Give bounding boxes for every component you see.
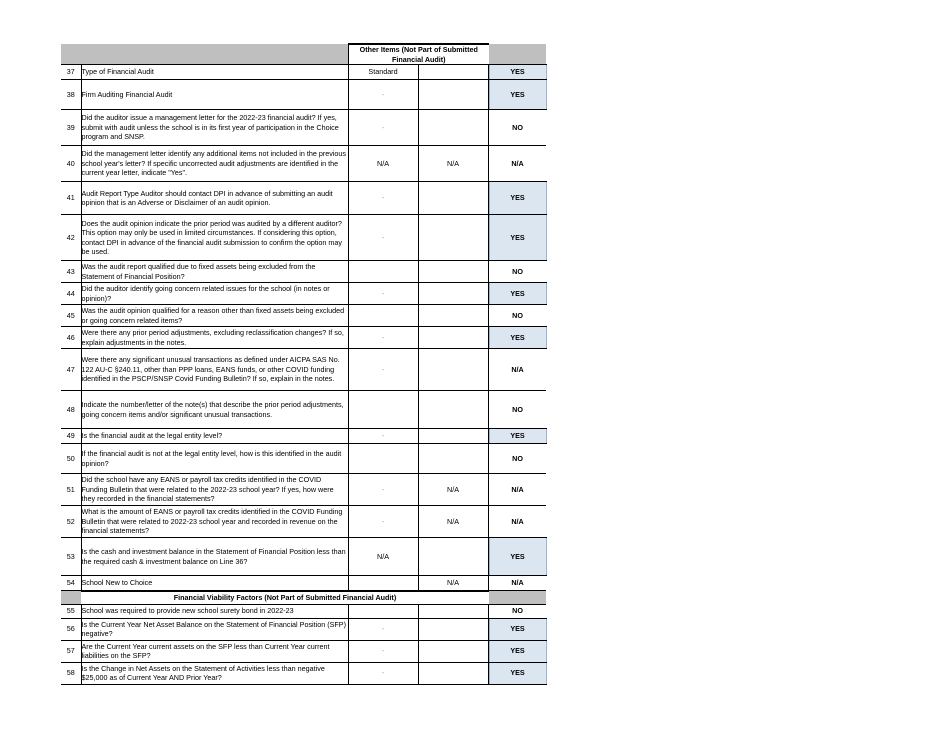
prior-year-cell — [418, 444, 488, 474]
prior-year-cell — [418, 65, 488, 80]
question-cell: School New to Choice — [81, 576, 348, 591]
row-number: 42 — [61, 215, 81, 261]
prior-year-cell — [418, 640, 488, 662]
row-number: 57 — [61, 640, 81, 662]
current-year-cell: Standard — [348, 65, 418, 80]
current-year-cell: - — [348, 349, 418, 391]
prior-year-cell — [418, 662, 488, 684]
prior-year-cell — [418, 110, 488, 146]
current-year-cell: N/A — [348, 146, 418, 182]
result-cell: YES — [489, 640, 546, 662]
prior-year-cell: N/A — [418, 474, 488, 506]
audit-checklist-table — [61, 43, 547, 685]
table-row — [61, 391, 546, 429]
result-cell: N/A — [489, 474, 546, 506]
prior-year-cell — [418, 391, 488, 429]
current-year-cell: - — [348, 474, 418, 506]
result-cell: YES — [489, 80, 546, 110]
prior-year-cell — [418, 182, 488, 215]
table-row — [61, 538, 546, 576]
current-year-cell: - — [348, 215, 418, 261]
result-cell: NO — [489, 261, 546, 283]
result-cell: YES — [489, 429, 546, 444]
current-year-cell: N/A — [348, 538, 418, 576]
question-cell: Was the audit opinion qualified for a reason other than fixed assets being excluded or going concern related items? — [81, 305, 348, 327]
section-header — [61, 591, 546, 605]
table-row — [61, 662, 546, 684]
current-year-cell — [348, 305, 418, 327]
question-cell: Did the auditor identify going concern related issues for the school (in notes or opinion)? — [81, 283, 348, 305]
prior-year-cell — [418, 283, 488, 305]
current-year-cell: - — [348, 327, 418, 349]
table-row — [61, 640, 546, 662]
row-number: 43 — [61, 261, 81, 283]
question-cell: Are the Current Year current assets on the SFP less than Current Year current liabilities on the SFP? — [81, 640, 348, 662]
row-number: 37 — [61, 65, 81, 80]
table-row — [61, 429, 546, 444]
prior-year-cell — [418, 429, 488, 444]
result-cell: NO — [489, 305, 546, 327]
row-number: 49 — [61, 429, 81, 444]
table-row — [61, 261, 546, 283]
prior-year-cell — [418, 327, 488, 349]
question-cell: Is the cash and investment balance in the Statement of Financial Position less than the required cash & investment balance on Line 36? — [81, 538, 348, 576]
current-year-cell: - — [348, 80, 418, 110]
question-cell: Did the management letter identify any additional items not included in the previous school year's letter? If specific uncorrected audit adjustments are identified in the current year letter, indicate "Yes". — [81, 146, 348, 182]
result-cell: YES — [489, 538, 546, 576]
table-row — [61, 283, 546, 305]
question-cell: Did the school have any EANS or payroll tax credits identified in the COVID Funding Bulletin that were related to the 2022-23 school year? If yes, how were they recorded in the financial statements? — [81, 474, 348, 506]
prior-year-cell — [418, 538, 488, 576]
table-row — [61, 65, 546, 80]
result-cell: YES — [489, 215, 546, 261]
question-cell: Type of Financial Audit — [81, 65, 348, 80]
table-row — [61, 146, 546, 182]
question-cell: Was the audit report qualified due to fixed assets being excluded from the Statement of Financial Position? — [81, 261, 348, 283]
prior-year-cell — [418, 618, 488, 640]
audit-checklist-body — [61, 44, 546, 684]
result-cell: NO — [489, 604, 546, 618]
row-number: 51 — [61, 474, 81, 506]
result-cell: YES — [489, 182, 546, 215]
row-number: 53 — [61, 538, 81, 576]
current-year-cell — [348, 444, 418, 474]
table-row — [61, 474, 546, 506]
prior-year-cell — [418, 305, 488, 327]
row-number: 39 — [61, 110, 81, 146]
result-cell: N/A — [489, 146, 546, 182]
result-cell: YES — [489, 662, 546, 684]
section-header-spacer — [489, 591, 546, 605]
prior-year-cell — [418, 80, 488, 110]
current-year-cell: - — [348, 640, 418, 662]
question-cell: School was required to provide new school surety bond in 2022-23 — [81, 604, 348, 618]
current-year-cell — [348, 604, 418, 618]
table-row — [61, 349, 546, 391]
question-cell: If the financial audit is not at the legal entity level, how is this identified in the audit opinion? — [81, 444, 348, 474]
current-year-cell: - — [348, 429, 418, 444]
current-year-cell: - — [348, 662, 418, 684]
table-row — [61, 618, 546, 640]
current-year-cell: - — [348, 506, 418, 538]
table-row — [61, 215, 546, 261]
current-year-cell — [348, 261, 418, 283]
row-number: 52 — [61, 506, 81, 538]
row-number: 58 — [61, 662, 81, 684]
question-cell: Is the Current Year Net Asset Balance on the Statement of Financial Position (SFP) negative? — [81, 618, 348, 640]
row-number: 38 — [61, 80, 81, 110]
row-number: 55 — [61, 604, 81, 618]
result-cell: NO — [489, 391, 546, 429]
row-number: 41 — [61, 182, 81, 215]
question-cell: Firm Auditing Financial Audit — [81, 80, 348, 110]
result-cell: YES — [489, 283, 546, 305]
result-cell: N/A — [489, 506, 546, 538]
row-number: 50 — [61, 444, 81, 474]
result-cell: NO — [489, 444, 546, 474]
prior-year-cell — [418, 604, 488, 618]
result-cell: N/A — [489, 349, 546, 391]
question-cell: Did the auditor issue a management letter for the 2022-23 financial audit? If yes, submit with audit unless the school is in its first year of participation in the Choice program and SNSP. — [81, 110, 348, 146]
question-cell: Indicate the number/letter of the note(s) that describe the prior period adjustments, going concern items and/or significant unusual transactions. — [81, 391, 348, 429]
result-cell: YES — [489, 618, 546, 640]
question-cell: What is the amount of EANS or payroll tax credits identified in the COVID Funding Bulletin that were related to 2022-23 school year and recorded in revenue on the financial statements? — [81, 506, 348, 538]
result-cell: N/A — [489, 576, 546, 591]
current-year-cell — [348, 576, 418, 591]
section-header-spacer — [489, 44, 546, 65]
question-cell: Audit Report Type Auditor should contact DPI in advance of submitting an audit opinion that is an Adverse or Disclaimer of an audit opinion. — [81, 182, 348, 215]
table-row — [61, 80, 546, 110]
question-cell: Is the financial audit at the legal entity level? — [81, 429, 348, 444]
row-number: 54 — [61, 576, 81, 591]
question-cell: Were there any prior period adjustments, excluding reclassification changes? If so, explain adjustments in the notes. — [81, 327, 348, 349]
row-number: 48 — [61, 391, 81, 429]
table-row — [61, 576, 546, 591]
table-row — [61, 327, 546, 349]
section-header-spacer — [61, 44, 348, 65]
prior-year-cell — [418, 215, 488, 261]
prior-year-cell: N/A — [418, 576, 488, 591]
table-row — [61, 182, 546, 215]
table-row — [61, 444, 546, 474]
prior-year-cell: N/A — [418, 146, 488, 182]
prior-year-cell — [418, 261, 488, 283]
row-number: 45 — [61, 305, 81, 327]
row-number: 40 — [61, 146, 81, 182]
result-cell: YES — [489, 327, 546, 349]
current-year-cell: - — [348, 283, 418, 305]
current-year-cell: - — [348, 182, 418, 215]
row-number: 56 — [61, 618, 81, 640]
current-year-cell: - — [348, 618, 418, 640]
section-title: Financial Viability Factors (Not Part of Submitted Financial Audit) — [81, 591, 489, 605]
row-number: 46 — [61, 327, 81, 349]
question-cell: Were there any significant unusual transactions as defined under AICPA SAS No. 122 AU-C §240.11, other than PPP loans, EANS funds, or other COVID funding identified in the PSCP/SNSP Covid Funding Bulletin? If so, explain in the notes. — [81, 349, 348, 391]
section-header — [61, 44, 546, 65]
current-year-cell: - — [348, 110, 418, 146]
section-title: Other Items (Not Part of Submitted Financial Audit) — [348, 44, 489, 65]
result-cell: YES — [489, 65, 546, 80]
row-number: 44 — [61, 283, 81, 305]
current-year-cell — [348, 391, 418, 429]
question-cell: Is the Change in Net Assets on the Statement of Activities less than negative $25,000 as of Current Year AND Prior Year? — [81, 662, 348, 684]
table-row — [61, 604, 546, 618]
table-row — [61, 506, 546, 538]
result-cell: NO — [489, 110, 546, 146]
row-number: 47 — [61, 349, 81, 391]
question-cell: Does the audit opinion indicate the prior period was audited by a different auditor? This option may only be used in limited circumstances. If considering this option, contact DPI in advance of the financial audit submission to confirm the option may be used. — [81, 215, 348, 261]
table-row — [61, 305, 546, 327]
prior-year-cell: N/A — [418, 506, 488, 538]
section-header-spacer — [61, 591, 81, 605]
table-row — [61, 110, 546, 146]
prior-year-cell — [418, 349, 488, 391]
